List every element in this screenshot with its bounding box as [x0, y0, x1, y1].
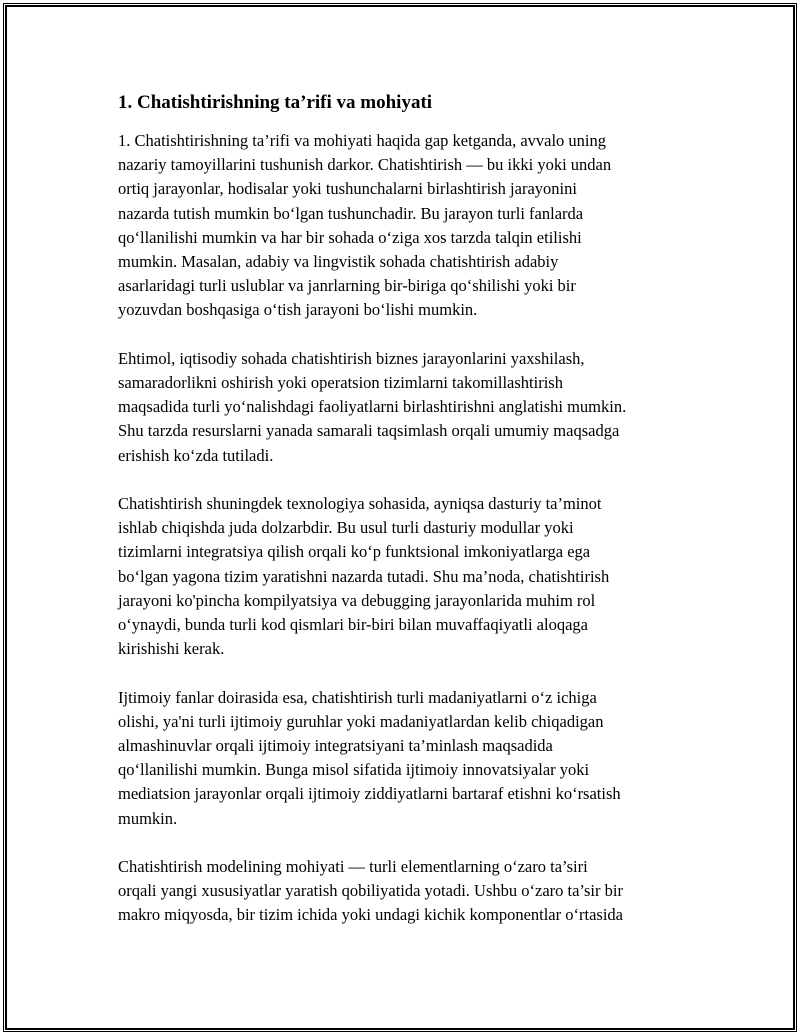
- section-heading: 1. Chatishtirishning ta’rifi va mohiyati: [118, 92, 433, 113]
- paragraph-1: 1. Chatishtirishning ta’rifi va mohiyati haqida gap ketganda, avvalo uning nazariy tamoyillarini tushunish darkor. Chatishtirish — bu ikki yoki undan ortiq jarayonlar, hodisalar yoki tushunchalarni birlashtirish jarayonini nazarda tutish mumkin bo‘lgan tushunchadir. Bu jarayon turli fanlarda qo‘llanilishi mumkin va har bir sohada o‘ziga xos tarzda talqin etilishi mumkin. Masalan, adabiy va lingvistik sohada chatishtirish adabiy asarlaridagi turli uslublar va janrlarning bir-biriga qo‘shilishi yoki bir yozuvdan boshqasiga o‘tish jarayoni bo‘lishi mumkin.: [118, 131, 612, 320]
- document-body: [118, 91, 698, 952]
- paragraph-3: Chatishtirish shuningdek texnologiya sohasida, ayniqsa dasturiy ta’minot ishlab chiqishda juda dolzarbdir. Bu usul turli dasturiy modullar yoki tizimlarni integratsiya qilish orqali ko‘p funktsional imkoniyatlarga ega bo‘lgan yagona tizim yaratishni nazarda tutadi. Shu ma’noda, chatishtirish jarayoni ko'pincha kompilyatsiya va debugging jarayonlarida muhim rol o‘ynaydi, bunda turli kod qismlari bir-biri bilan muvaffaqiyatli aloqaga kirishishi kerak.: [118, 494, 610, 659]
- paragraph-2: Ehtimol, iqtisodiy sohada chatishtirish biznes jarayonlarini yaxshilash, samaradorlikni oshirish yoki operatsion tizimlarni takomillashtirish maqsadida turli yo‘nalishdagi faoliyatlarni birlashtirishni anglatishi mumkin. Shu tarzda resurslarni yanada samarali taqsimlash orqali umumiy maqsadga erishish ko‘zda tutiladi.: [118, 348, 627, 465]
- paragraph-4: Ijtimoiy fanlar doirasida esa, chatishtirish turli madaniyatlarni o‘z ichiga olishi, ya'ni turli ijtimoiy guruhlar yoki madaniyatlardan kelib chiqadigan almashinuvlar orqali ijtimoiy integratsiyani ta’minlash maqsadida qo‘llanilishi mumkin. Bunga misol sifatida ijtimoiy innovatsiyalar yoki mediatsion jarayonlar orqali ijtimoiy ziddiyatlarni bartaraf etishni ko‘rsatish mumkin.: [118, 687, 621, 828]
- paragraph-5: Chatishtirish modelining mohiyati — turli elementlarning o‘zaro ta’siri orqali yangi xususiyatlar yaratish qobiliyatida yotadi. Ushbu o‘zaro ta’sir bir makro miqyosda, bir tizim ichida yoki undagi kichik komponentlar o‘rtasida: [118, 857, 623, 925]
